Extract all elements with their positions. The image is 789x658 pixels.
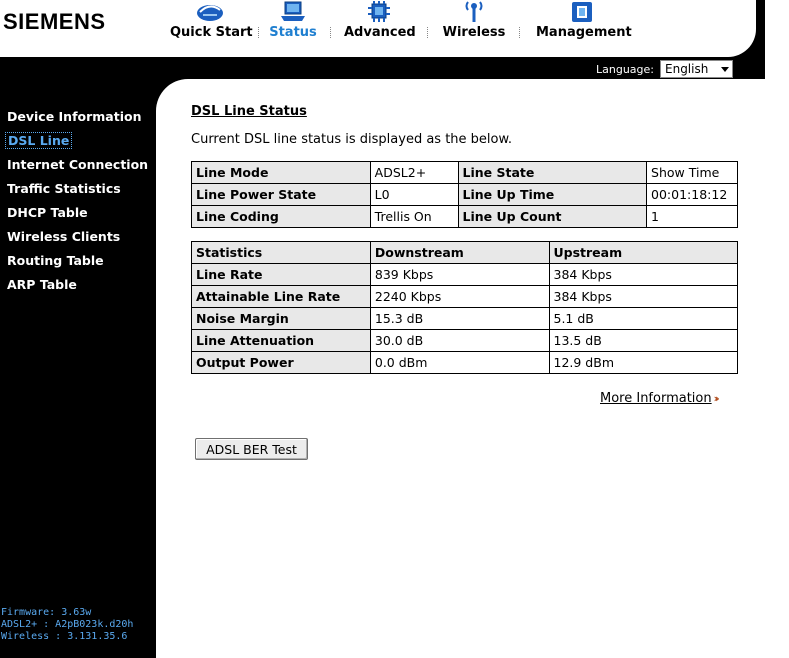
- sidebar-item-arp-table[interactable]: ARP Table: [7, 277, 77, 292]
- folder-icon: [567, 0, 597, 24]
- column-header: Downstream: [370, 242, 549, 264]
- page-description: Current DSL line status is displayed as the below.: [191, 132, 513, 147]
- table-cell-value: 30.0 dB: [370, 330, 549, 352]
- nav-status[interactable]: [268, 0, 318, 44]
- line-status-table: [191, 161, 738, 228]
- sidebar-item-internet-connection[interactable]: Internet Connection: [7, 157, 149, 172]
- table-cell-label: Line Mode: [192, 162, 371, 184]
- nav-label: Wireless: [442, 25, 506, 40]
- table-row: [192, 264, 738, 286]
- nav-divider: [258, 27, 259, 38]
- nav-label: Quick Start: [170, 25, 253, 40]
- double-chevron-right-icon: ››: [713, 392, 717, 405]
- table-row: [192, 162, 738, 184]
- chip-icon: [364, 0, 394, 24]
- brand-logo: SIEMENS: [3, 9, 106, 34]
- antenna-icon: [459, 0, 489, 24]
- table-cell-value: 12.9 dBm: [549, 352, 738, 374]
- table-cell-label: Line Coding: [192, 206, 371, 228]
- table-cell-value: 0.0 dBm: [370, 352, 549, 374]
- laptop-icon: [278, 0, 308, 24]
- sidebar-item-routing-table[interactable]: Routing Table: [7, 253, 104, 268]
- table-cell-label: Line Power State: [192, 184, 371, 206]
- adsl-version: ADSL2+ : A2pB023k.d20h: [1, 619, 134, 630]
- page-title: DSL Line Status: [191, 104, 307, 119]
- sidebar-item-dsl-line[interactable]: DSL Line: [5, 132, 72, 149]
- table-cell-value: 2240 Kbps: [370, 286, 549, 308]
- table-cell-value: ADSL2+: [370, 162, 458, 184]
- table-row: [192, 206, 738, 228]
- sidebar-item-wireless-clients[interactable]: Wireless Clients: [7, 229, 121, 244]
- nav-label: Management: [536, 25, 632, 40]
- table-cell-label: Noise Margin: [192, 308, 371, 330]
- nav-divider: [519, 27, 520, 38]
- more-information-link[interactable]: [600, 391, 717, 406]
- nav-advanced[interactable]: [344, 0, 414, 44]
- car-icon: [195, 0, 225, 24]
- nav-quick-start[interactable]: [170, 0, 253, 44]
- table-cell-value: 1: [647, 206, 738, 228]
- table-cell-value: 384 Kbps: [549, 286, 738, 308]
- nav-management[interactable]: [536, 0, 632, 44]
- wireless-version: Wireless : 3.131.35.6: [1, 631, 128, 642]
- table-cell-label: Line State: [458, 162, 646, 184]
- table-cell-value: 15.3 dB: [370, 308, 549, 330]
- language-select[interactable]: [660, 60, 733, 78]
- table-cell-value: 13.5 dB: [549, 330, 738, 352]
- language-value: English: [665, 62, 709, 76]
- table-row: [192, 184, 738, 206]
- table-row: [192, 330, 738, 352]
- table-header-row: [192, 242, 738, 264]
- table-cell-label: Line Attenuation: [192, 330, 371, 352]
- table-cell-value: Trellis On: [370, 206, 458, 228]
- table-cell-value: 384 Kbps: [549, 264, 738, 286]
- table-cell-label: Line Up Time: [458, 184, 646, 206]
- table-cell-value: Show Time: [647, 162, 738, 184]
- chevron-down-icon: [721, 67, 729, 72]
- sidebar-item-device-information[interactable]: Device Information: [7, 109, 142, 124]
- sidebar-item-dhcp-table[interactable]: DHCP Table: [7, 205, 88, 220]
- column-header: Statistics: [192, 242, 371, 264]
- adsl-ber-test-button[interactable]: ADSL BER Test: [195, 438, 308, 460]
- table-row: [192, 308, 738, 330]
- table-cell-value: 5.1 dB: [549, 308, 738, 330]
- table-cell-label: Attainable Line Rate: [192, 286, 371, 308]
- table-cell-label: Line Rate: [192, 264, 371, 286]
- nav-label: Status: [269, 25, 317, 40]
- table-row: [192, 352, 738, 374]
- table-cell-label: Line Up Count: [458, 206, 646, 228]
- table-cell-value: L0: [370, 184, 458, 206]
- nav-wireless[interactable]: [442, 0, 506, 44]
- more-information-label: More Information: [600, 391, 712, 406]
- statistics-table: [191, 241, 738, 374]
- nav-label: Advanced: [344, 25, 416, 40]
- column-header: Upstream: [549, 242, 738, 264]
- table-cell-label: Output Power: [192, 352, 371, 374]
- table-row: [192, 286, 738, 308]
- nav-divider: [427, 27, 428, 38]
- sidebar-item-traffic-statistics[interactable]: Traffic Statistics: [7, 181, 121, 196]
- nav-divider: [330, 27, 331, 38]
- firmware-version: Firmware: 3.63w: [1, 607, 92, 618]
- table-cell-value: 839 Kbps: [370, 264, 549, 286]
- language-label: Language:: [596, 63, 654, 76]
- table-cell-value: 00:01:18:12: [647, 184, 738, 206]
